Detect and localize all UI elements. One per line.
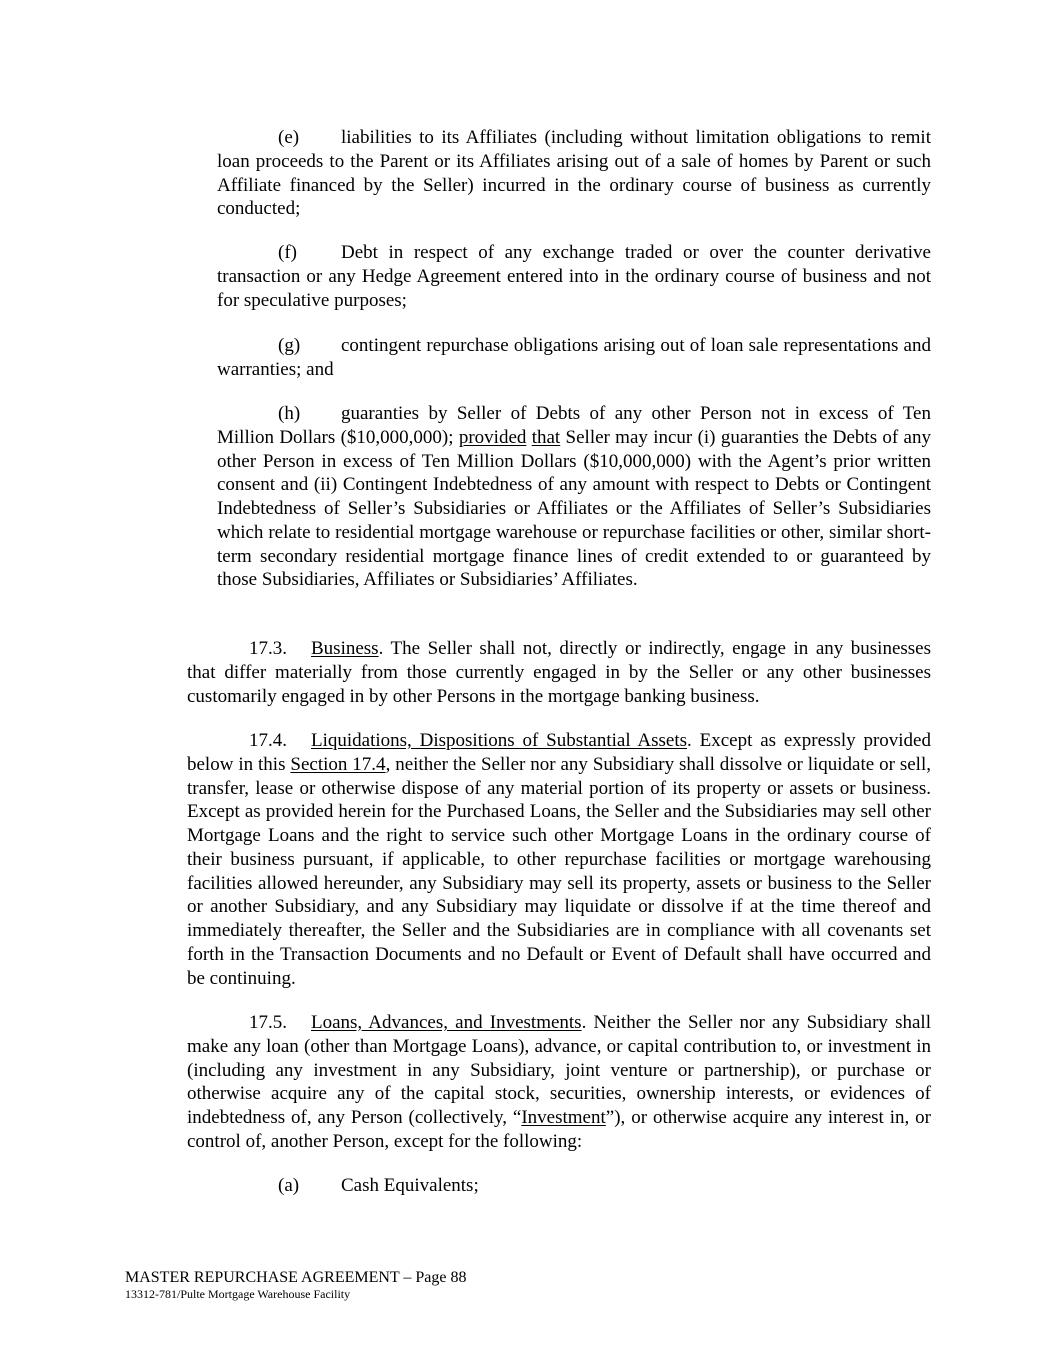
paragraph-label: (h) xyxy=(278,403,301,424)
paragraph-text: guaranties by Seller of Debts of any other Person not in excess of Ten Million Dollars ($10,000,000); xyxy=(217,403,931,448)
underlined-term: Investment xyxy=(521,1107,606,1128)
paragraph-g xyxy=(217,334,931,382)
underlined-term: Business xyxy=(311,638,379,659)
underlined-term: provided xyxy=(458,426,527,448)
paragraph-text: liabilities to its Affiliates (including without limitation obligations to remit loan proceeds to the Parent or its Affiliates arising out of a sale of homes by Parent or such Affiliate financed by the Seller) incurred in the ordinary course of business as currently conducted; xyxy=(217,127,931,220)
paragraph-17-4 xyxy=(187,729,931,990)
paragraph-text: Cash Equivalents; xyxy=(341,1175,479,1196)
paragraph-label: (f) xyxy=(278,242,297,263)
underlined-term: that xyxy=(531,426,561,448)
paragraph-label: 17.3. xyxy=(249,638,287,659)
paragraph-label: (g) xyxy=(278,335,301,356)
paragraph-f xyxy=(217,241,931,312)
paragraph-h xyxy=(217,402,931,592)
underlined-term: Section 17.4 xyxy=(290,753,386,775)
underlined-term: Liquidations, Dispositions of Substantial Assets xyxy=(311,730,688,751)
paragraph-17-3 xyxy=(187,637,931,708)
footer-doc-id: 13312-781/Pulte Mortgage Warehouse Facility xyxy=(125,1287,351,1301)
paragraph-text: . The Seller shall not, directly or indirectly, engage in any businesses that differ materially from those currently engaged in by the Seller or any other businesses customarily engaged in by other Persons in the mortgage banking business. xyxy=(187,638,931,707)
paragraph-label: (e) xyxy=(278,127,300,148)
paragraph-label: 17.4. xyxy=(249,730,287,751)
paragraph-text: ”), or otherwise acquire any interest in, or control of, another Person, except for the following: xyxy=(187,1107,931,1152)
footer-title: MASTER REPURCHASE AGREEMENT – Page 88 xyxy=(125,1269,467,1286)
paragraph-a xyxy=(217,1174,931,1198)
underlined-term: Loans, Advances, and Investments xyxy=(311,1012,582,1033)
paragraph-text: . Except as expressly provided below in this xyxy=(187,730,931,775)
paragraph-e xyxy=(217,126,931,221)
paragraph-17-5 xyxy=(187,1011,931,1154)
paragraph-label: 17.5. xyxy=(249,1012,287,1033)
page-footer xyxy=(125,1268,467,1302)
paragraph-text: , neither the Seller nor any Subsidiary shall dissolve or liquidate or sell, transfer, lease or otherwise dispose of any material portion of its property or assets or business. Except as provided herein for the Purchased Loans, the Seller and the Subsidiaries may sell other Mortgage Loans and the right to service such other Mortgage Loans in the ordinary course of their business pursuant, if applicable, to other repurchase facilities or mortgage warehousing facilities allowed hereunder, any Subsidiary may sell its property, assets or business to the Seller or another Subsidiary, and any Subsidiary may liquidate or dissolve if at the time thereof and immediately thereafter, the Seller and the Subsidiaries are in compliance with all covenants set forth in the Transaction Documents and no Default or Event of Default shall have occurred and be continuing. xyxy=(187,753,931,989)
paragraph-text: Seller may incur (i) guaranties the Debts of any other Person in excess of Ten Million Dollars ($10,000,000) with the Agent’s prior written consent and (ii) Contingent Indebtedness of any amount with respect to Debts or Contingent Indebtedness of Seller’s Subsidiaries or Affiliates or the Affiliates of Seller’s Subsidiaries which relate to residential mortgage warehouse or repurchase facilities or other, similar short-term secondary residential mortgage finance lines of credit extended to or guaranteed by those Subsidiaries, Affiliates or Subsidiaries’ Affiliates. xyxy=(217,426,931,591)
paragraph-text: . Neither the Seller nor any Subsidiary shall make any loan (other than Mortgage Loans), advance, or capital contribution to, or investment in (including any investment in any Subsidiary, joint venture or partnership), or purchase or otherwise acquire any of the capital stock, securities, ownership interests, or evidences of indebtedness of, any Person (collectively, “ xyxy=(187,1012,931,1128)
paragraph-text: Debt in respect of any exchange traded or over the counter derivative transaction or any Hedge Agreement entered into in the ordinary course of business and not for speculative purposes; xyxy=(217,242,931,311)
paragraph-label: (a) xyxy=(278,1175,300,1196)
paragraph-text: contingent repurchase obligations arising out of loan sale representations and warranties; and xyxy=(217,335,931,380)
